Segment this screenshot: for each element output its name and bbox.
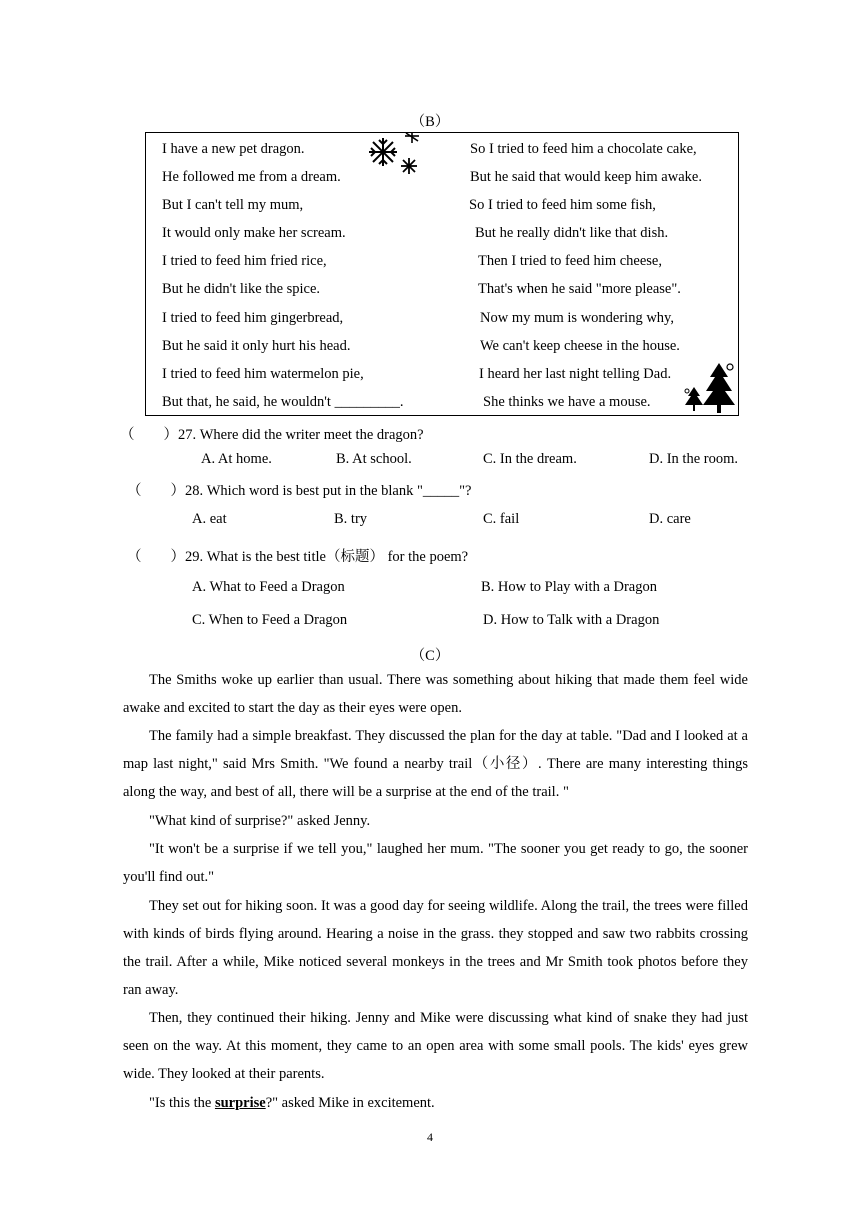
poem-right-line: So I tried to feed him some fish,	[469, 197, 656, 213]
last-line-before: "Is this the	[149, 1095, 215, 1111]
poem-left-line: I have a new pet dragon.	[162, 141, 305, 157]
question-27-option-d: D. In the room.	[649, 451, 738, 467]
poem-right-line: That's when he said "more please".	[478, 281, 681, 297]
poem-left-line: I tried to feed him gingerbread,	[162, 310, 344, 326]
surprise-emphasis: surprise	[214, 1095, 266, 1111]
poem-right-line: We can't keep cheese in the house.	[480, 338, 680, 354]
section-c-label: （C）	[410, 648, 450, 664]
poem-right-line: But he really didn't like that dish.	[475, 225, 669, 241]
christmas-tree-icon	[702, 361, 736, 413]
poem-right-line: Then I tried to feed him cheese,	[478, 253, 662, 269]
passage-paragraph: The family had a simple breakfast. They discussed the plan for the day at table. "Dad and I looked at a map last night," said Mrs Smith. "We found a nearby trail（小径）. There are many interesting things along the way, and best of all, there will be a surprise at the end of the trail. "	[123, 728, 748, 800]
question-28-option-b: B. try	[334, 511, 368, 527]
question-27-option-a: A. At home.	[201, 451, 272, 467]
question-27-option-c: C. In the dream.	[483, 451, 577, 467]
question-27-option-b: B. At school.	[336, 451, 412, 467]
question-27-stem: （ ）27. Where did the writer meet the dragon?	[120, 427, 424, 443]
question-29-option-b: B. How to Play with a Dragon	[481, 579, 657, 595]
question-28-stem: （ ）28. Which word is best put in the blank "_____"?	[127, 483, 472, 499]
question-28-option-d: D. care	[649, 511, 691, 527]
question-29-stem: （ ）29. What is the best title（标题） for the poem?	[127, 549, 469, 565]
passage-paragraph: "What kind of surprise?" asked Jenny.	[149, 813, 371, 829]
question-29-option-d: D. How to Talk with a Dragon	[483, 612, 660, 628]
last-line-after: ?" asked Mike in excitement.	[265, 1095, 435, 1111]
poem-left-line: I tried to feed him fried rice,	[162, 253, 327, 269]
poem-right-line: She thinks we have a mouse.	[483, 394, 651, 410]
poem-box	[145, 132, 739, 416]
christmas-tree-icon	[683, 385, 705, 413]
poem-right-line: But he said that would keep him awake.	[470, 169, 702, 185]
poem-right-line: Now my mum is wondering why,	[480, 310, 674, 326]
snowflake-icon	[400, 157, 418, 175]
page-number: 4	[427, 1130, 433, 1144]
passage-last-line	[149, 1095, 435, 1112]
question-29-option-a: A. What to Feed a Dragon	[192, 579, 345, 595]
poem-left-line: It would only make her scream.	[162, 225, 346, 241]
poem-left-line: But he didn't like the spice.	[162, 281, 321, 297]
poem-left-line: But he said it only hurt his head.	[162, 338, 351, 354]
poem-left-line: I tried to feed him watermelon pie,	[162, 366, 364, 382]
poem-left-line: He followed me from a dream.	[162, 169, 341, 185]
poem-right-line: So I tried to feed him a chocolate cake,	[470, 141, 697, 157]
passage-paragraph: Then, they continued their hiking. Jenny and Mike were discussing what kind of snake they had just seen on the way. At this moment, they came to an open area with some small pools. The kids' eyes grew wide. They looked at their parents.	[123, 1010, 748, 1082]
poem-right-line: I heard her last night telling Dad.	[479, 366, 672, 382]
question-29-option-c: C. When to Feed a Dragon	[192, 612, 348, 628]
poem-left-line: But I can't tell my mum,	[162, 197, 304, 213]
snowflake-icon	[367, 136, 399, 168]
passage-paragraph: They set out for hiking soon. It was a good day for seeing wildlife. Along the trail, the trees were filled with kinds of birds flying around. Hearing a noise in the grass. they stopped and saw two rabbits crossing the trail. After a while, Mike noticed several monkeys in the trees and Mr Smith took photos before they ran away.	[123, 898, 748, 998]
question-28-option-a: A. eat	[192, 511, 227, 527]
poem-left-line: But that, he said, he wouldn't _________.	[162, 394, 404, 410]
section-b-label: （B）	[410, 114, 450, 130]
passage-paragraph: The Smiths woke up earlier than usual. There was something about hiking that made them feel wide awake and excited to start the day as their eyes were open.	[123, 672, 748, 716]
passage-paragraph: "It won't be a surprise if we tell you," laughed her mum. "The sooner you get ready to go, the sooner you'll find out."	[123, 841, 748, 885]
question-28-option-c: C. fail	[483, 511, 520, 527]
snowflake-icon	[403, 133, 421, 143]
